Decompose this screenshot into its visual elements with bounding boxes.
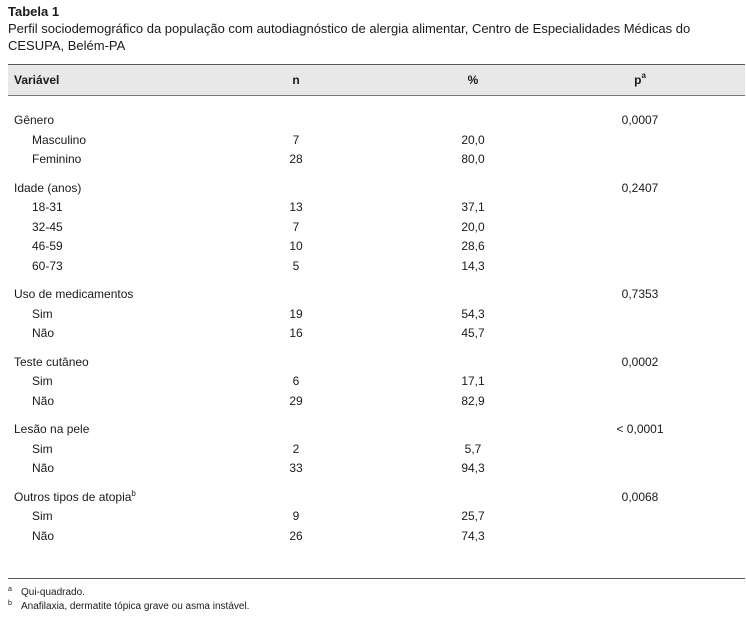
row-label: Sim bbox=[32, 509, 53, 523]
table-row bbox=[0, 440, 746, 459]
table-group-row bbox=[0, 353, 746, 372]
row-label: Sim bbox=[32, 306, 53, 321]
header-n: n bbox=[292, 73, 300, 87]
group-p-value: < 0,0001 bbox=[616, 422, 664, 436]
row-percent: 25,7 bbox=[461, 509, 485, 523]
row-percent: 94,3 bbox=[461, 461, 485, 475]
group-label-text: Teste cutâneo bbox=[14, 354, 89, 369]
table-group-row bbox=[0, 420, 746, 439]
footnote-a: a Qui-quadrado. bbox=[8, 585, 85, 598]
table-title: Tabela 1 bbox=[8, 4, 60, 19]
row-percent: 20,0 bbox=[461, 219, 485, 234]
row-label: Feminino bbox=[32, 152, 82, 166]
row-percent: 54,3 bbox=[461, 306, 485, 321]
row-label: Não bbox=[32, 393, 55, 408]
row-n: 2 bbox=[292, 441, 300, 456]
row-n: 26 bbox=[289, 528, 303, 543]
group-p-value: 0,0007 bbox=[621, 113, 659, 127]
table-row bbox=[0, 527, 746, 546]
row-label: 46-59 bbox=[32, 239, 63, 253]
group-label-superscript: b bbox=[131, 488, 136, 498]
row-label: Não bbox=[32, 461, 55, 475]
row-n: 19 bbox=[289, 306, 303, 321]
group-label-text: Outros tipos de atopia bbox=[14, 489, 132, 504]
row-percent: 20,0 bbox=[461, 132, 485, 147]
table-group-row bbox=[0, 285, 746, 304]
row-label: Sim bbox=[32, 374, 53, 388]
table-description: Perfil sociodemográfico da população com autodiagnóstico de alergia alimentar, Centro de Especialidades Médicas do CESUPA, Belém-PA bbox=[8, 21, 691, 53]
table-row bbox=[0, 324, 746, 343]
row-percent: 14,3 bbox=[461, 258, 485, 273]
group-p-value: 0,0068 bbox=[621, 489, 659, 504]
row-percent: 82,9 bbox=[461, 393, 485, 408]
table-bottom-rule bbox=[8, 578, 745, 579]
table-row bbox=[0, 237, 746, 256]
row-n: 28 bbox=[289, 152, 303, 166]
table-row bbox=[0, 507, 746, 526]
row-n: 6 bbox=[292, 374, 300, 388]
table-group-row bbox=[0, 111, 746, 130]
group-label bbox=[14, 285, 133, 304]
footnote-b-text: Anafilaxia, dermatite tópica grave ou asma instável. bbox=[21, 601, 250, 612]
table-row bbox=[0, 150, 746, 169]
header-p-label: p bbox=[634, 73, 642, 87]
table-row bbox=[0, 198, 746, 217]
footnote-b: b Anafilaxia, dermatite tópica grave ou asma instável. bbox=[8, 599, 250, 612]
table-row bbox=[0, 372, 746, 391]
row-percent: 28,6 bbox=[461, 239, 485, 253]
table-group-row bbox=[0, 488, 746, 507]
table-caption bbox=[8, 3, 744, 54]
group-label-text: Idade (anos) bbox=[14, 180, 82, 195]
row-n: 13 bbox=[289, 200, 303, 214]
group-label bbox=[14, 111, 54, 130]
table-row bbox=[0, 392, 746, 411]
row-label: Não bbox=[32, 326, 55, 340]
header-p bbox=[590, 73, 690, 87]
row-n: 16 bbox=[289, 326, 303, 340]
row-label: 60-73 bbox=[32, 258, 63, 273]
table-group-row bbox=[0, 179, 746, 198]
header-p-superscript: a bbox=[641, 71, 646, 80]
row-percent: 17,1 bbox=[461, 374, 485, 388]
row-n: 29 bbox=[289, 393, 303, 408]
table-row bbox=[0, 218, 746, 237]
row-n: 9 bbox=[292, 509, 300, 523]
group-label bbox=[14, 420, 89, 439]
table-row bbox=[0, 305, 746, 324]
row-n: 7 bbox=[292, 132, 300, 147]
group-p-value: 0,7353 bbox=[621, 287, 659, 301]
row-n: 5 bbox=[292, 258, 300, 273]
group-label bbox=[14, 179, 81, 198]
header-percent: % bbox=[467, 73, 479, 87]
table-row bbox=[0, 257, 746, 276]
row-label: 32-45 bbox=[32, 219, 63, 234]
row-n: 7 bbox=[292, 219, 300, 234]
row-n: 33 bbox=[289, 461, 303, 475]
row-label: Sim bbox=[32, 441, 53, 456]
group-p-value: 0,2407 bbox=[621, 180, 659, 195]
table-row bbox=[0, 459, 746, 478]
row-label: Não bbox=[32, 528, 55, 543]
row-label: Masculino bbox=[32, 132, 87, 147]
row-percent: 45,7 bbox=[461, 326, 485, 340]
footnote-a-text: Qui-quadrado. bbox=[21, 587, 85, 598]
row-percent: 5,7 bbox=[464, 441, 482, 456]
group-p-value: 0,0002 bbox=[621, 354, 659, 369]
group-label-text: Gênero bbox=[14, 113, 55, 127]
row-percent: 37,1 bbox=[461, 200, 485, 214]
table-header-rule bbox=[8, 95, 745, 96]
group-label bbox=[14, 488, 136, 507]
table-row bbox=[0, 131, 746, 150]
row-percent: 80,0 bbox=[461, 152, 485, 166]
row-label: 18-31 bbox=[32, 200, 63, 214]
row-percent: 74,3 bbox=[461, 528, 485, 543]
group-label bbox=[14, 353, 89, 372]
group-label-text: Lesão na pele bbox=[14, 422, 90, 436]
row-n: 10 bbox=[289, 239, 303, 253]
header-variable: Variável bbox=[14, 73, 60, 87]
group-label-text: Uso de medicamentos bbox=[14, 287, 134, 301]
